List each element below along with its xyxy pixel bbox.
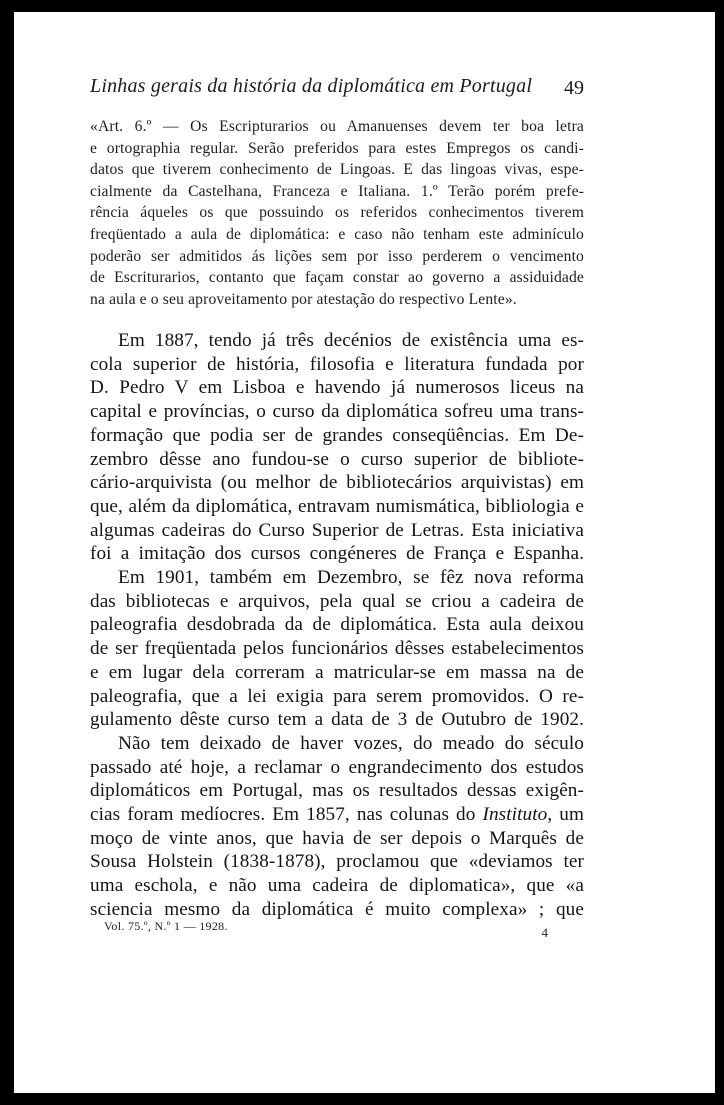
- journal-title: Instituto: [482, 804, 548, 826]
- text-segment: cias foram medíocres. Em 1857, nas colunas do: [90, 804, 483, 826]
- body-text: [90, 329, 584, 922]
- text-line: passado até hoje, a reclamar o engrandecimento dos estudos: [90, 756, 584, 778]
- paragraph-3: [90, 732, 584, 922]
- paragraph-2: [90, 566, 584, 732]
- text-line: Em 1901, também em Dezembro, se fêz nova reforma: [118, 567, 584, 589]
- text-line: uma eschola, e não uma cadeira de diplomatica», que «a: [90, 875, 584, 897]
- text-line: sciencia mesmo da diplomática é muito complexa» ; que: [90, 898, 584, 920]
- text-line: das bibliotecas e arquivos, pela qual se criou a cadeira de: [90, 590, 584, 612]
- quote-line: freqüentado a aula de diplomática: e caso não tenham este adminículo: [90, 225, 584, 243]
- paragraph-1: [90, 329, 584, 566]
- volume-info: Vol. 75.º, N.º 1 — 1928.: [104, 919, 228, 933]
- text-line: capital e províncias, o curso da diplomática sofreu uma trans-: [90, 401, 584, 423]
- text-line: e em lugar dela correram a matricular-se em massa na de: [90, 661, 584, 683]
- text-line: Em 1887, tendo já três decénios de existência uma es-: [118, 330, 584, 351]
- quote-line: rência áqueles os que possuindo os referidos conhecimentos tiverem: [90, 204, 584, 222]
- text-line: zembro dêsse ano fundou-se o curso superior de bibliote-: [90, 448, 584, 470]
- text-line: cola superior de história, filosofia e literatura fundada por: [90, 353, 584, 375]
- quote-line: de Escriturarios, contanto que façam constar ao governo a assiduidade: [90, 269, 584, 287]
- quote-line: datos que tiverem conhecimento de Lingoas. E das lingoas vivas, espe-: [90, 161, 584, 179]
- text-line: [90, 803, 584, 827]
- page-number: 49: [564, 77, 584, 99]
- text-segment: , um: [547, 804, 584, 826]
- quote-line: e ortographia regular. Serão preferidos para estes Empregos os candi-: [90, 139, 584, 157]
- running-title: Linhas gerais da história da diplomática em Portugal: [90, 75, 533, 97]
- quote-line: poderão ser admitidos ás lições sem por isso perderem o vencimento: [90, 247, 584, 265]
- text-line: diplomáticos em Portugal, mas os resultados dessas exigên-: [90, 780, 584, 802]
- block-quote: [90, 116, 584, 310]
- text-line: formação que podia ser de grandes conseqüências. Em De-: [90, 424, 584, 446]
- signature-mark: 4: [541, 925, 548, 940]
- text-line: gulamento dêste curso tem a data de 3 de Outubro de 1902.: [90, 709, 584, 731]
- page-footer: [90, 917, 584, 943]
- text-line: paleografia desdobrada da de diplomática. Esta aula deixou: [90, 614, 584, 636]
- text-line: cário-arquivista (ou melhor de bibliotecários arquivistas) em: [90, 472, 584, 494]
- text-line: algumas cadeiras do Curso Superior de Letras. Esta iniciativa: [90, 519, 584, 541]
- text-line: foi a imitação dos cursos congéneres de França e Espanha.: [90, 543, 584, 565]
- text-line: que, além da diplomática, entravam numismática, bibliologia e: [90, 495, 584, 517]
- text-line: paleografia, que a lei exigia para serem promovidos. O re-: [90, 685, 584, 707]
- quote-line: «Art. 6.º — Os Escripturarios ou Amanuenses devem ter boa letra: [90, 118, 584, 135]
- text-line: Sousa Holstein (1838-1878), proclamou que «deviamos ter: [90, 851, 584, 873]
- quote-line: na aula e o seu aproveitamento por atestação do respectivo Lente».: [90, 290, 517, 308]
- book-page: [14, 12, 715, 1093]
- quote-line: cialmente da Castelhana, Franceza e Italiana. 1.º Terão porém prefe-: [90, 182, 584, 200]
- text-line: moço de vinte anos, que havia de ser depois o Marquês de: [90, 827, 584, 849]
- running-header: [90, 75, 584, 107]
- text-line: de ser freqüentada pelos funcionários dêsses estabelecimentos: [90, 638, 584, 660]
- text-line: Não tem deixado de haver vozes, do meado do século: [118, 732, 584, 754]
- text-line: D. Pedro V em Lisboa e havendo já numerosos liceus na: [90, 377, 584, 399]
